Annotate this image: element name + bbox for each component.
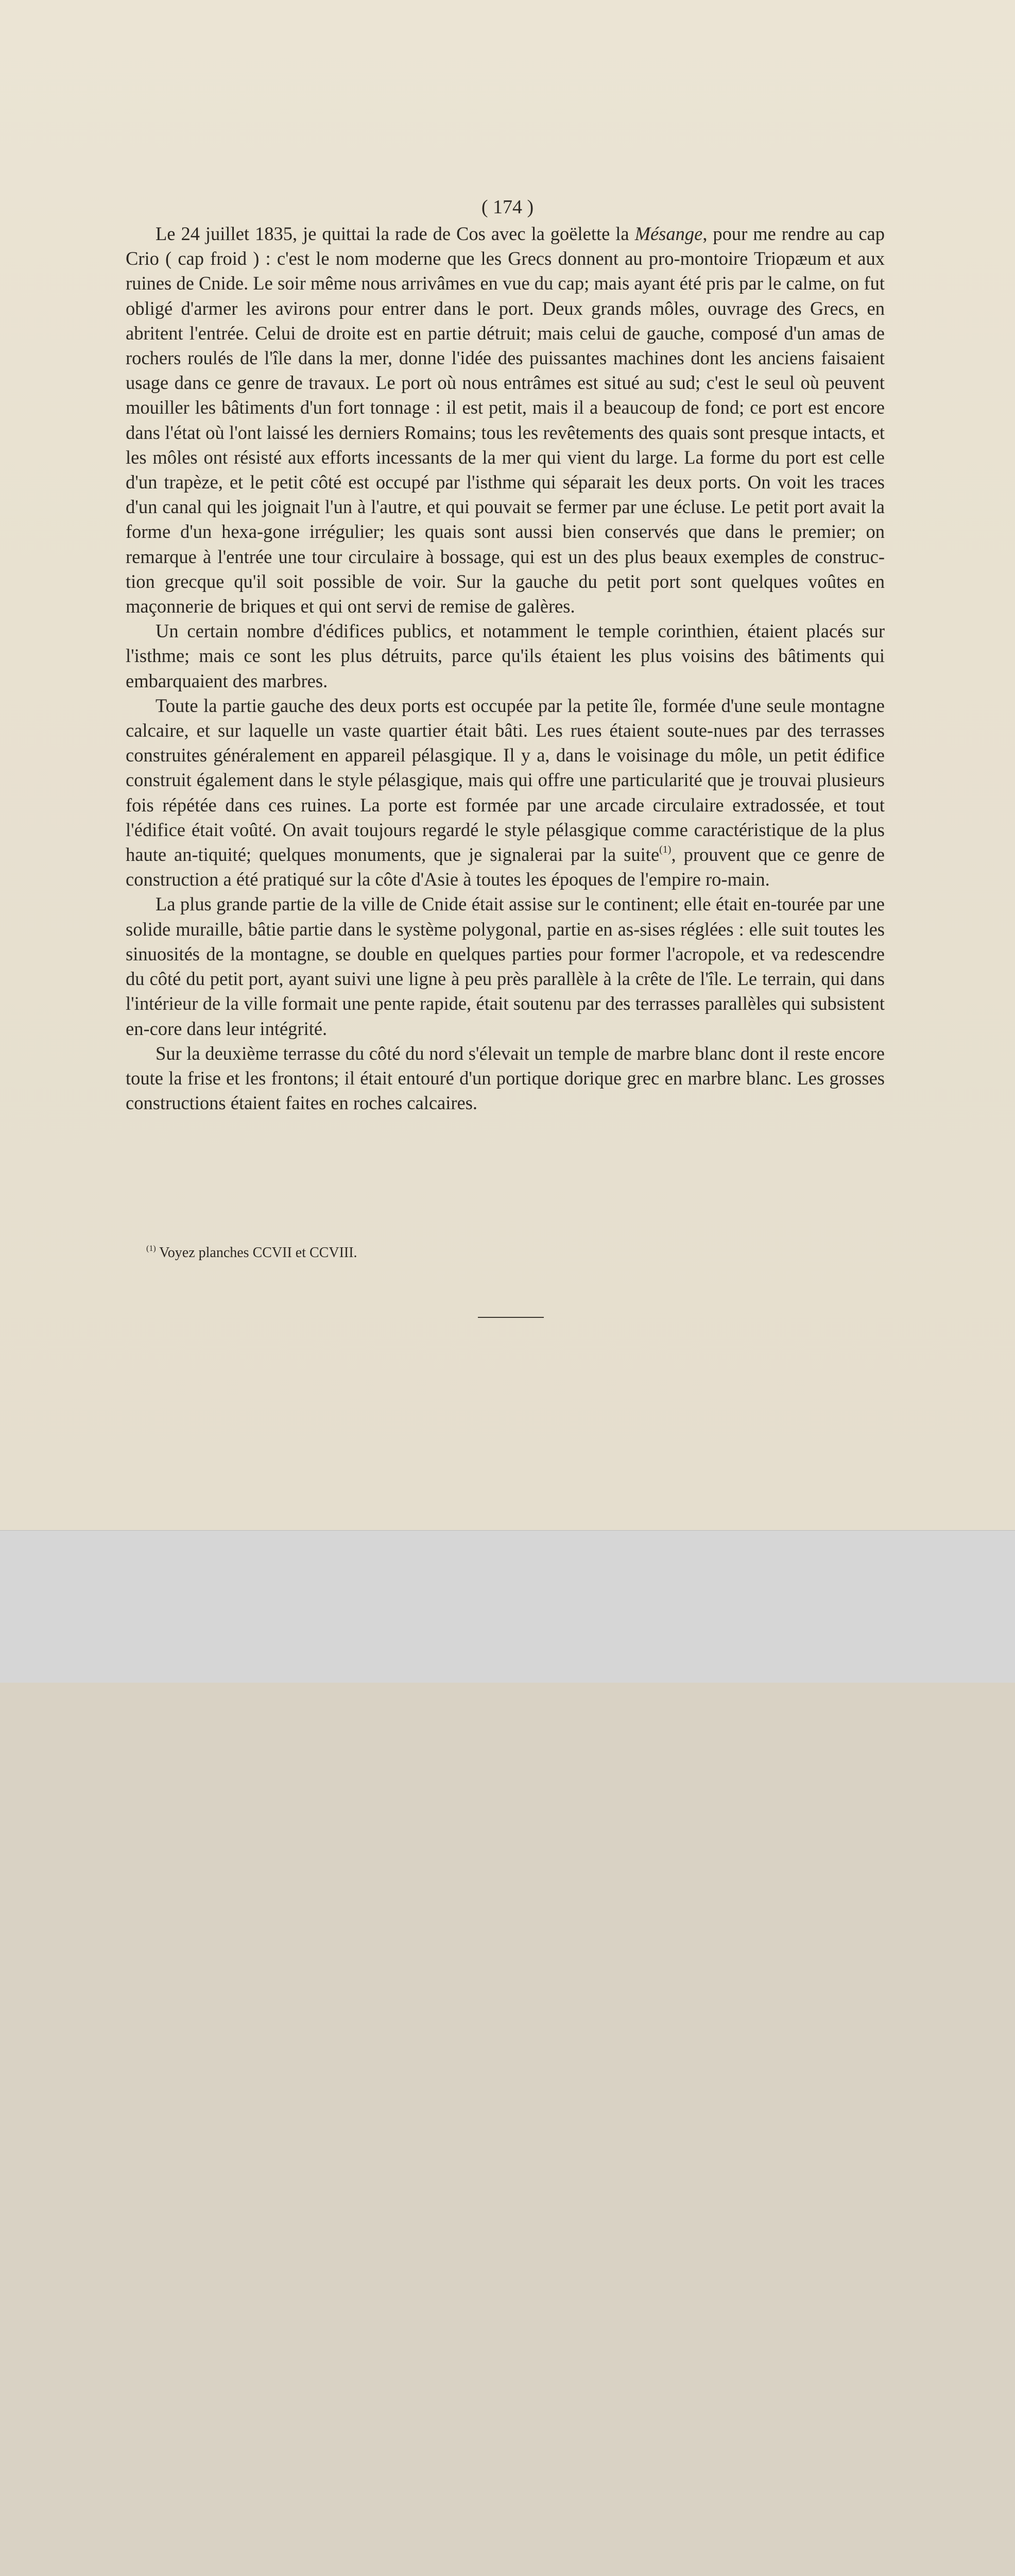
footnote xyxy=(146,1245,816,1261)
footnote-text: Voyez planches CCVII et CCVIII. xyxy=(156,1245,357,1261)
page-number: ( 174 ) xyxy=(481,196,534,218)
viewer-footer xyxy=(0,1530,1015,1683)
footnote-marker: (1) xyxy=(146,1244,156,1253)
end-rule-divider xyxy=(478,1317,544,1318)
paragraph-1: Le 24 juillet 1835, je quittai la rade de Cos avec la goëlette la Mésange, pour me rendre au cap Crio ( cap froid ) : c'est le nom moderne que les Grecs donnent au pro-montoire Triopæum et aux ruines de Cnide. Le soir même nous arrivâmes en vue du cap; mais ayant été pris par le calme, on fut obligé d'armer les avirons pour entrer dans le port. Deux grands môles, ouvrage des Grecs, en abritent l'entrée. Celui de droite est en partie détruit; mais celui de gauche, composé d'un amas de rochers roulés de l'île dans la mer, donne l'idée des puissantes machines dont les anciens faisaient usage dans ce genre de travaux. Le port où nous entrâmes est situé au sud; c'est le seul où peuvent mouiller les bâtiments d'un fort tonnage : il est petit, mais il a beaucoup de fond; ce port est encore dans l'état où l'ont laissé les derniers Romains; tous les revêtements des quais sont presque intacts, et les môles ont résisté aux efforts incessants de la mer qui vient du large. La forme du port est celle d'un trapèze, et le petit côté est occupé par l'isthme qui séparait les deux ports. On voit les traces d'un canal qui les joignait l'un à l'autre, et qui pouvait se fermer par une écluse. Le petit port avait la forme d'un hexa-gone irrégulier; les quais sont aussi bien conservés que dans le premier; on remarque à l'entrée une tour circulaire à bossage, qui est un des plus beaux exemples de construc-tion grecque qu'il soit possible de voir. Sur la gauche du petit port sont quelques voûtes en maçonnerie de briques et qui ont servi de remise de galères. xyxy=(126,223,885,617)
footnote-reference[interactable]: (1) xyxy=(659,844,672,856)
paragraph-3: Toute la partie gauche des deux ports est occupée par la petite île, formée d'une seule montagne calcaire, et sur laquelle un vaste quartier était bâti. Les rues étaient soute-nues par des terrasses construites généralement en appareil pélasgique. Il y a, dans le voisinage du môle, un petit édifice construit également dans le style pélasgique, mais qui offre une particularité que je trouvai plusieurs fois répétée dans ces ruines. La porte est formée par une arcade circulaire extradossée, et tout l'édifice était voûté. On avait toujours regardé le style pélasgique comme caractéristique de la plus haute an-tiquité; quelques monuments, que je signalerai par la suite$^{(1)}$, prouvent que ce genre de construction a été pratiqué sur la côte d'Asie à toutes les époques de l'empire ro-main. xyxy=(126,694,885,890)
paragraph-2: Un certain nombre d'édifices publics, et notamment le temple corinthien, étaient placés sur l'isthme; mais ce sont les plus détruits, parce qu'ils étaient les plus voisins des bâtiments qui embarquaient des marbres. xyxy=(126,620,885,691)
paragraph-5: Sur la deuxième terrasse du côté du nord s'élevait un temple de marbre blanc dont il reste encore toute la frise et les frontons; il était entouré d'un portique dorique grec en marbre blanc. Les grosses constructions étaient faites en roches calcaires. xyxy=(126,1042,885,1114)
body-text xyxy=(126,222,885,1115)
paragraph-4: La plus grande partie de la ville de Cnide était assise sur le continent; elle était en-tourée par une solide muraille, bâtie partie dans le système polygonal, partie en as-sises réglées : elle suit toutes les sinuosités de la montagne, se double en quelques parties pour former l'acropole, et va redescendre du côté du petit port, ayant suivi une ligne à peu près parallèle à la crête de l'île. Le terrain, qui dans l'intérieur de la ville formait une pente rapide, était soutenu par des terrasses parallèles qui subsistent en-core dans leur intégrité. xyxy=(126,893,885,1039)
ship-name: Mésange xyxy=(634,223,703,244)
